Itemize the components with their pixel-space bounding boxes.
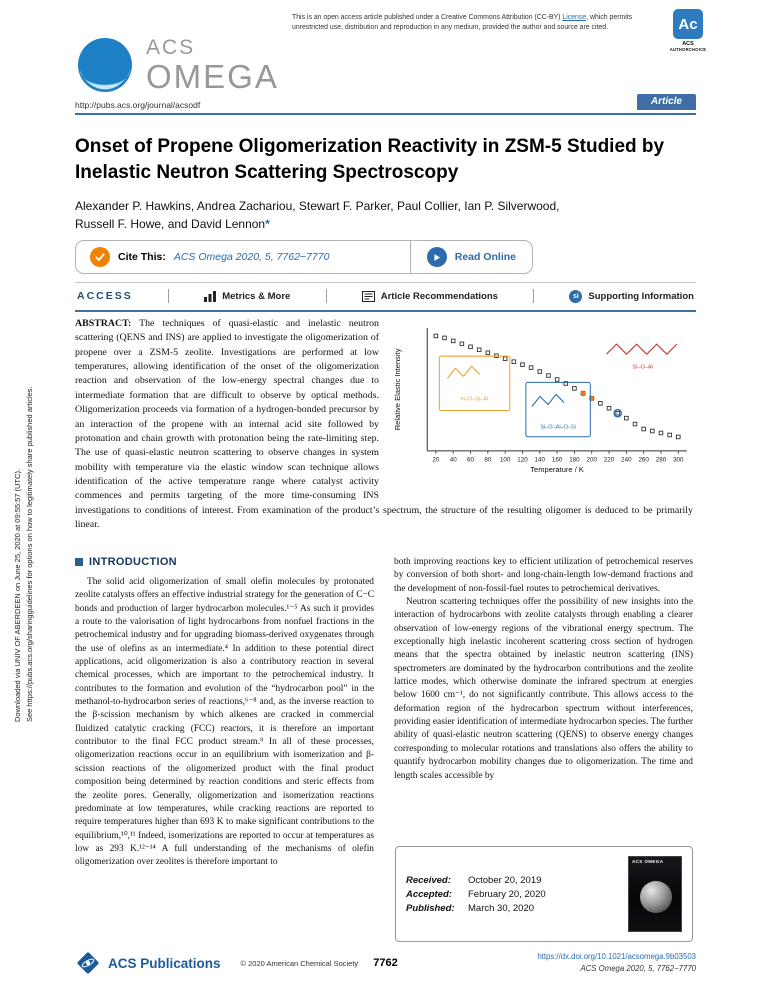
svg-text:Si–O–Al–O–Si: Si–O–Al–O–Si [540,424,576,431]
journal-logo-text [146,37,279,93]
published-date: March 30, 2020 [468,902,535,914]
intro-paragraph: The solid acid oligomerization of small olefin molecules by protonated zeolite catalysts offers an effective industrial strategy for the generation of C−C bonds and production of larger hydrocarbon molecules.¹⁻⁵ As such it provides a route to the valorisation of light hydrocarbons from nonfuel fractions in the petrochemical industry and for upgrading biomass-derived oxygenates through the use of olefins as an intermediate.⁴ In addition to these potential direct applications, acid oligomerization is also a contributory reaction in several chemical processes, which are important to the petrochemical industry. It contributes to the formation and evolution of the “hydrocarbon pool” in the methanol-to-hydrocarbon series of reactions,⁶⁻⁸ and, as the inverse reaction to the β-scission mechanism by which alkenes are cracked in commercial fluidized catalytic cracking (FCC) reactors, it is therefore an important contributor to the final FCC product stream.⁹ In all of these processes, oligomerization reactions occur in an equilibrium with isomerization and β-scission reactions of the oligomerized product with the final product composition being determined by reaction conditions and steric effects from the zeolite pores. Generally, oligomerization and isomerization reactions predominate at low temperatures, while cracking reactions are reported to require temperatures higher than 693 K to make significant contributions to the equilibrium,¹⁰,¹¹ Indeed, isomerizations are reported to occur at temperatures as low as 293 K.¹²⁻¹⁴ A full understanding of the mechanisms of olefin oligomerization over zeolites is therefore important to [75,577,374,868]
cover-sphere-image [640,881,672,913]
introduction-heading: INTRODUCTION [89,556,177,568]
access-separator [168,289,169,303]
acs-publications-label: ACS Publications [108,955,221,971]
page-footer [75,950,696,976]
citation-reference: ACS Omega 2020, 5, 7762−7770 [173,251,330,263]
read-online-button[interactable] [411,241,532,273]
corresponding-author-mark[interactable]: * [265,217,270,231]
authors-line1: Alexander P. Hawkins, Andrea Zachariou, Stewart F. Parker, Paul Collier, Ian P. Silverwood, [75,199,560,213]
accepted-line [406,889,546,900]
document-list-icon [362,291,375,302]
page-title: Onset of Propene Oligomerization Reactivity in ZSM-5 Studied by Inelastic Neutron Scattering Spectroscopy [75,136,665,183]
license-link[interactable]: License [562,14,587,21]
recommendations-label: Article Recommendations [380,290,498,302]
section-square-icon [75,558,83,566]
elastic-window-chart [391,319,693,487]
abstract-text: The techniques of quasi-elastic and inelastic neutron scattering (QENS and INS) are applied to investigate the oligomerization of propene over a ZSM-5 zeolite. Investigations are performed at low temperatures, allowing identification of the onset of the oligomerization reaction and observation of the low-energy spectral changes due to intermediate formation that are difficult to observe by optical methods. Oligomerization proceeds via formation of a hydrogen-bonded precursor by an interaction of the propene with an internal acid site followed by protonation and chain growth with protonation being the rate-limiting step. The use of quasi-elastic neutron scattering to observe changes in system mobility with temperature via the elastic window scan technique allows identification of the active temperature range where catalyst activity commences and permits targeting of the more time-consuming INS investigations to conditions of interest. From examination of the product’s spectrum, the structure of the resulting oligomer is deduced to be primarily linear. [75,318,693,531]
svg-text:Temperature / K: Temperature / K [530,464,584,474]
author-list [75,197,699,233]
svg-text:120: 120 [517,456,528,464]
authorchoice-icon: Ac [673,9,703,39]
svg-text:240: 240 [621,456,632,464]
cite-check-icon [90,247,110,267]
intro-column-left [75,556,374,946]
authors-line2: Russell F. Howe, and David Lennon [75,217,266,231]
svg-text:100: 100 [499,456,511,464]
journal-cover-thumbnail[interactable] [628,856,682,932]
download-notice-line2: See https://pubs.acs.org/sharingguidelines for options on how to legitimately share published articles. [24,386,34,722]
svg-text:200: 200 [586,456,597,464]
metrics-and-more-link[interactable] [204,291,290,302]
acs-omega-sphere-icon [76,36,134,94]
intro-paragraph: both improving reactions key to efficient utilization of petrochemical reserves by conversion of both short- and long-chain-length low-demand fractions and the development of non-fossil-fuel routes to petrochemical derivatives. [394,557,693,594]
intro-paragraph: Neutron scattering techniques offer the possibility of new insights into the interaction of hydrocarbons with zeolite catalysts through enabling a clearer observation of low-energy regions of the vibrational energy spectrum. The exceptionally high inelastic incoherent scattering cross section of hydrogen means that the spectra obtained by inelastic neutron scattering (INS) spectrometers are dominated by the hydrocarbon contributions and the zeolite lattice modes, which otherwise dominate the infrared spectrum at energies below 1600 cm⁻¹, do not significantly contribute. This allows access to the deformation region of the hydrocarbon spectrum without interferences, providing easier identification of intermediate hydrocarbon species. The further ability of quasi-elastic neutron scattering (QENS) to observe energy changes corresponding to molecular rotations and translations also offers the ability to quantify hydrocarbon mobility changes due to oligomerization. The time and length scales accessible by [394,597,693,781]
logo-acs-text: ACS [146,36,196,59]
access-bar [75,282,696,312]
download-notice [12,252,35,722]
access-label[interactable]: ACCESS [77,290,133,302]
svg-text:160: 160 [551,456,563,464]
svg-text:260: 260 [638,456,649,464]
published-label: Published: [406,902,455,914]
journal-logo [76,36,279,94]
authorchoice-badge [666,9,710,52]
supporting-information-link[interactable] [569,290,694,303]
svg-text:140: 140 [534,456,545,464]
read-online-label: Read Online [454,251,516,263]
svg-text:H–O–Si–Al: H–O–Si–Al [460,396,489,403]
svg-text:Si–O–Al: Si–O–Al [632,364,653,371]
accepted-label: Accepted: [406,888,452,900]
accepted-date: February 20, 2020 [468,888,546,900]
journal-citation: ACS Omega 2020, 5, 7762−7770 [580,964,696,973]
svg-text:20: 20 [432,456,440,464]
section-heading [75,556,374,568]
introduction-section [75,556,693,946]
page-number: 7762 [373,957,398,969]
svg-text:40: 40 [449,456,457,464]
article-history-box [395,846,693,942]
journal-url-link[interactable]: http://pubs.acs.org/journal/acsodf [75,100,201,110]
footer-citation-block [537,951,696,974]
acs-publications-logo [75,950,221,976]
metrics-label: Metrics & More [222,290,291,302]
oa-text-before: This is an open access article published under a Creative Commons Attribution (CC-BY) [292,14,561,21]
authorchoice-caption-acs: ACS [682,41,694,47]
supporting-info-icon: si [569,290,582,303]
received-line [406,875,546,886]
svg-text:60: 60 [467,456,474,464]
svg-text:80: 80 [484,456,492,464]
oa-text-after: , which permits unrestricted use, distribution and reproduction in any medium, provided the author and source are cited. [292,14,633,31]
logo-omega-text: OMEGA [146,58,279,95]
cite-this-button[interactable] [76,241,410,273]
abstract-section [75,317,693,532]
published-line [406,903,546,914]
article-history-dates [406,872,546,917]
cover-journal-label: ACS OMEGA [632,859,664,864]
download-notice-line1: Downloaded via UNIV OF ABERDEEN on June 25, 2020 at 09:55:57 (UTC). [13,468,22,722]
cite-this-label: Cite This: [118,251,166,263]
cite-bar [75,240,533,274]
supporting-info-label: Supporting Information [588,290,694,302]
article-type-badge: Article [637,94,696,110]
masthead [75,94,696,115]
open-access-notice [292,13,642,32]
received-label: Received: [406,874,451,886]
authorchoice-caption: AUTHORCHOICE [669,47,707,52]
svg-text:180: 180 [569,456,580,464]
acs-publications-icon [75,950,101,976]
svg-text:300: 300 [673,456,684,464]
read-online-icon [427,247,447,267]
abstract-label: ABSTRACT: [75,318,132,329]
doi-link[interactable]: https://dx.doi.org/10.1021/acsomega.9b03503 [537,952,696,962]
access-separator [326,289,327,303]
article-recommendations-link[interactable] [362,291,498,302]
bar-chart-icon [204,291,216,302]
svg-text:Relative Elastic Intensity: Relative Elastic Intensity [393,348,403,431]
svg-text:280: 280 [655,456,667,464]
copyright-notice: © 2020 American Chemical Society [240,958,359,968]
access-separator [533,289,534,303]
svg-text:220: 220 [603,456,615,464]
received-date: October 20, 2019 [468,874,542,886]
